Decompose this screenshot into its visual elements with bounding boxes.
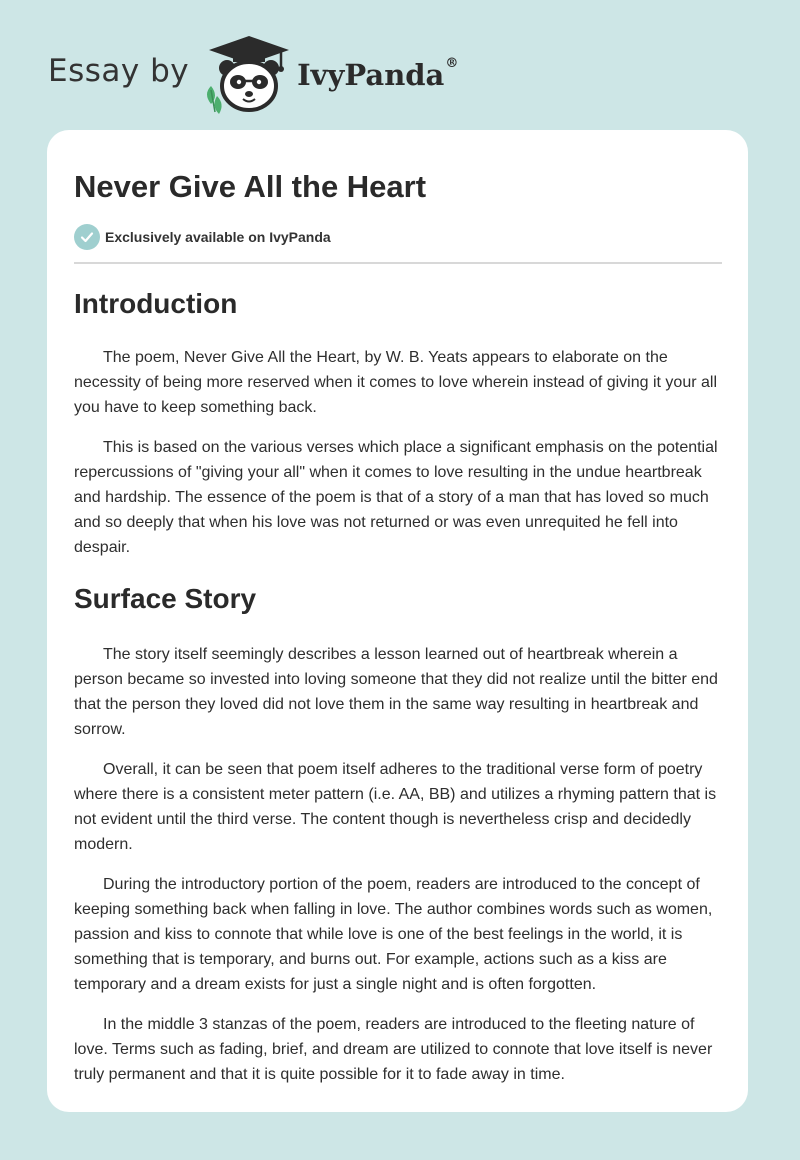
essay-card xyxy=(47,130,748,1112)
exclusive-label: Exclusively available on IvyPanda xyxy=(105,229,331,246)
site-header xyxy=(48,34,458,114)
exclusive-badge xyxy=(74,223,722,251)
paragraph: In the middle 3 stanzas of the poem, readers are introduced to the fleeting nature of love. Terms such as fading, brief, and dream are utilized to connote that love itself is never truly permanent and that it is quite possible for it to fade away in time. xyxy=(74,1016,713,1084)
paragraph: The story itself seemingly describes a lesson learned out of heartbreak wherein a person became so invested into loving someone that they did not realize until the bitter end that the person they loved did not love them in the same way resulting in heartbreak and sorrow. xyxy=(74,646,718,739)
paragraph: During the introductory portion of the poem, readers are introduced to the concept of keeping something back when falling in love. The author combines words such as women, passion and kiss to connote that while love is one of the best feelings in the world, it is something that is temporary, and burns out. For example, actions such as a kiss are temporary and a dream exists for just a single night and is often forgotten. xyxy=(74,876,713,994)
brand-name[interactable]: IvyPanda® xyxy=(297,56,459,92)
registered-mark: ® xyxy=(445,56,459,71)
paragraph: This is based on the various verses which place a significant emphasis on the potential repercussions of "giving your all" when it comes to love resulting in the undue heartbreak and hardship. The essence of the poem is that of a story of a man that has loved so much and so deeply that when his love was not returned or was even unrequited he fell into despair. xyxy=(74,438,718,556)
section-heading-surface-story: Surface Story xyxy=(74,582,257,614)
essay-by-label: Essay by xyxy=(48,53,190,89)
section-heading-introduction: Introduction xyxy=(74,288,238,320)
paragraph: Overall, it can be seen that poem itself adheres to the traditional verse form of poetry where there is a consistent meter pattern (i.e. AA, BB) and utilizes a rhyming pattern that is not evident until the third verse. The content though is nevertheless crisp and decidedly modern. xyxy=(74,761,717,854)
check-icon xyxy=(74,224,100,250)
paragraph: The poem, Never Give All the Heart, by W. B. Yeats appears to elaborate on the necessity of being more reserved when it comes to love wherein instead of giving it your all you have to keep something back. xyxy=(74,348,717,416)
page-title: Never Give All the Heart xyxy=(74,169,427,204)
panda-logo-icon[interactable] xyxy=(203,34,293,114)
divider xyxy=(74,262,722,264)
